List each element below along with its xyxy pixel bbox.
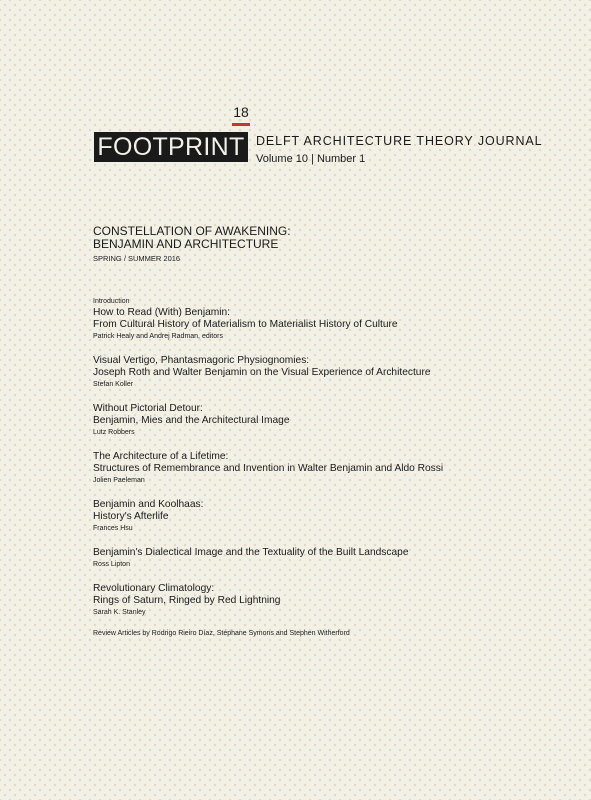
article-5 [93,499,573,533]
issue-number-block [232,104,250,126]
table-of-contents [93,297,573,638]
article-title-line: Joseph Roth and Walter Benjamin on the Visual Experience of Architecture [93,367,431,378]
issue-number: 18 [233,104,249,120]
review-articles-line: Review Articles by Rodrigo Rieiro Díaz, Stéphane Symons and Stephen Witherford [93,630,350,637]
article-title-line: Benjamin's Dialectical Image and the Textuality of the Built Landscape [93,547,409,558]
issue-date: SPRING / SUMMER 2016 [93,254,181,263]
article-title-line: Revolutionary Climatology: [93,583,215,594]
article-title-line: Structures of Remembrance and Invention in Walter Benjamin and Aldo Rossi [93,463,444,474]
article-author: Lutz Robbers [93,429,135,436]
article-author: Stefan Koller [93,381,134,388]
volume-number: Volume 10 | Number 1 [256,153,366,165]
article-4 [93,451,573,485]
article-title-line: Without Pictorial Detour: [93,403,203,414]
article-2 [93,355,573,389]
article-7 [93,583,573,617]
footprint-logo: FOOTPRINT [94,132,248,162]
article-title-line: Visual Vertigo, Phantasmagoric Physiognomies: [93,355,310,366]
article-author: Frances Hsu [93,525,133,532]
article-author: Ross Lipton [93,561,130,568]
article-author: Jolien Paeleman [93,477,145,484]
article-title-line: History's Afterlife [93,511,169,522]
article-3 [93,403,573,437]
article-author: Patrick Healy and Andrej Radman, editors [93,333,223,340]
journal-title: DELFT ARCHITECTURE THEORY JOURNAL [256,134,543,148]
issue-title-line-2: BENJAMIN AND ARCHITECTURE [93,237,279,251]
introduction-label: Introduction [93,298,130,305]
article-title-line: Benjamin, Mies and the Architectural Image [93,415,290,426]
issue-title-line-1: CONSTELLATION OF AWAKENING: [93,224,291,238]
article-title-line: Rings of Saturn, Ringed by Red Lightning [93,595,281,606]
article-title-line: How to Read (With) Benjamin: [93,307,231,318]
article-6 [93,547,573,569]
article-title-line: Benjamin and Koolhaas: [93,499,204,510]
issue-heading [93,225,291,264]
article-1 [93,307,573,341]
issue-accent-bar [232,123,250,126]
article-title-line: The Architecture of a Lifetime: [93,451,229,462]
article-author: Sarah K. Stanley [93,609,146,616]
article-title-line: From Cultural History of Materialism to Materialist History of Culture [93,319,398,330]
